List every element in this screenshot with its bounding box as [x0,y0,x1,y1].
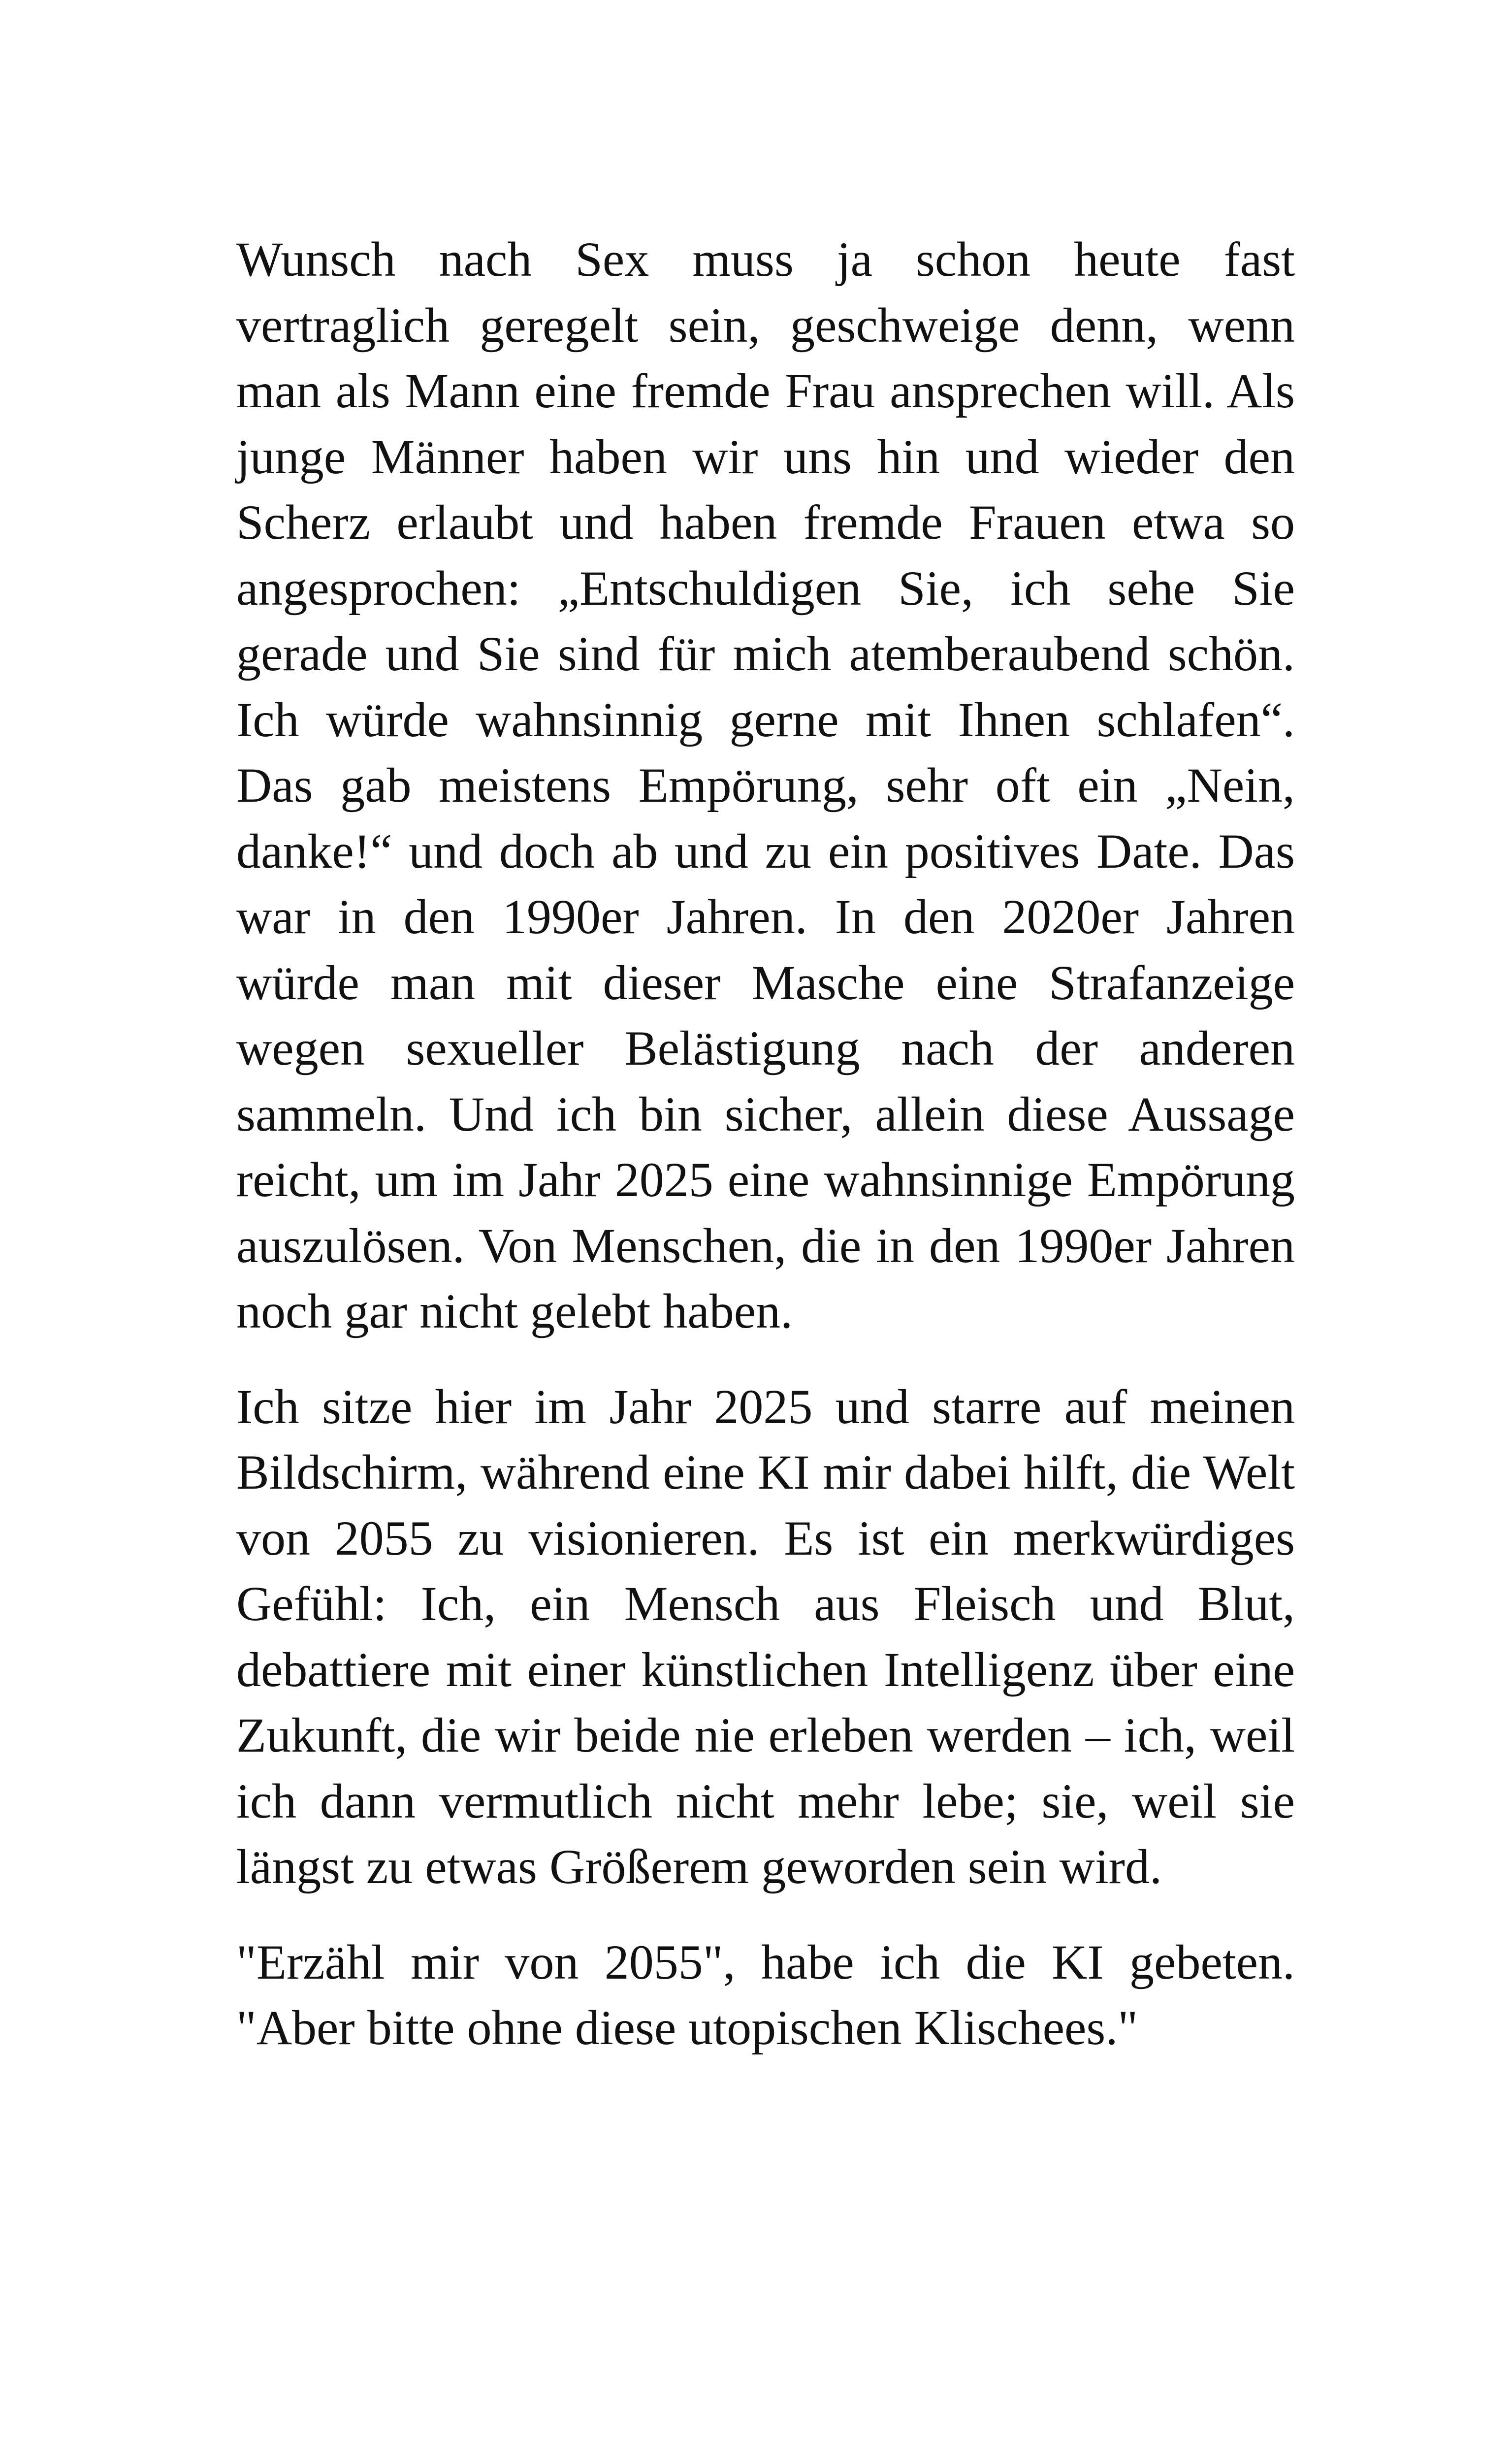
body-text [236,227,1295,2090]
paragraph: Wunsch nach Sex muss ja schon heute fast vertraglich geregelt sein, geschweige denn, wenn man als Mann eine fremde Frau ansprechen will. Als junge Männer haben wir uns hin und wieder den Scherz erlaubt und haben fremde Frauen etwa so angesprochen: „Entschuldigen Sie, ich sehe Sie gerade und Sie sind für mich atemberaubend schön. Ich würde wahnsinnig gerne mit Ihnen schlafen“. Das gab meistens Empörung, sehr oft ein „Nein, danke!“ und doch ab und zu ein positives Date. Das war in den 1990er Jahren. In den 2020er Jahren würde man mit dieser Masche eine Strafanzeige wegen sexueller Belästigung nach der anderen sammeln. Und ich bin sicher, allein diese Aussage reicht, um im Jahr 2025 eine wahnsinnige Empörung auszulösen. Von Menschen, die in den 1990er Jahren noch gar nicht gelebt haben. [236,232,1295,1338]
paragraph: "Erzähl mir von 2055", habe ich die KI gebeten. "Aber bitte ohne diese utopischen Klischees." [236,1934,1295,2055]
paragraph: Ich sitze hier im Jahr 2025 und starre auf meinen Bildschirm, während eine KI mir dabei hilft, die Welt von 2055 zu visionieren. Es ist ein merkwürdiges Gefühl: Ich, ein Mensch aus Fleisch und Blut, debattiere mit einer künstlichen Intelligenz über eine Zukunft, die wir beide nie erleben werden – ich, weil ich dann vermutlich nicht mehr lebe; sie, weil sie längst zu etwas Größerem geworden sein wird. [236,1379,1295,1894]
